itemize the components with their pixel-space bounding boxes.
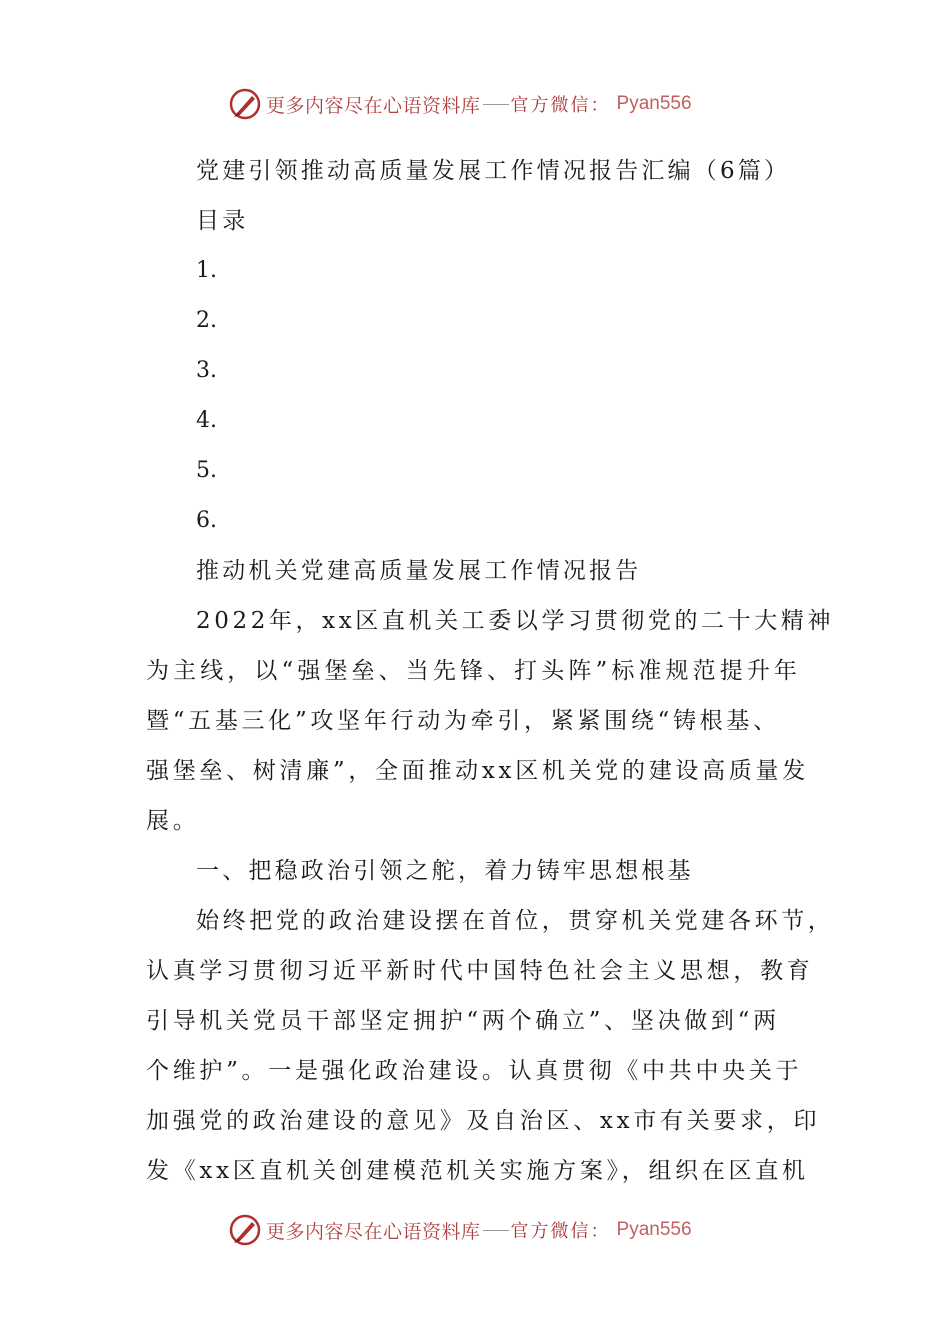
watermark-text: 更多内容尽在心语资料库 bbox=[266, 94, 481, 117]
toc-item: 1. bbox=[196, 258, 217, 283]
paragraph-line: 认真学习贯彻习近平新时代中国特色社会主义思想，教育 bbox=[146, 958, 814, 984]
watermark-wechat-id: Pyan556 bbox=[616, 93, 692, 114]
toc-item: 3. bbox=[196, 358, 217, 383]
paragraph-line: 个维护”。一是强化政治建设。认真贯彻《中共中央关于 bbox=[146, 1058, 803, 1084]
document-title: 党建引领推动高质量发展工作情况报告汇编（6篇） bbox=[196, 158, 791, 184]
paragraph-line: 始终把党的政治建设摆在首位，贯穿机关党建各环节， bbox=[196, 908, 835, 934]
paragraph-line: 2022年，xx区直机关工委以学习贯彻党的二十大精神 bbox=[196, 608, 835, 634]
watermark-text: 更多内容尽在心语资料库 bbox=[266, 1220, 481, 1243]
toc-item: 5. bbox=[196, 458, 217, 483]
paragraph-line: 加强党的政治建设的意见》及自治区、xx市有关要求，印 bbox=[146, 1108, 821, 1134]
paragraph-line: 引导机关党员干部坚定拥护“两个确立”、坚决做到“两 bbox=[146, 1008, 780, 1034]
toc-heading: 目录 bbox=[196, 208, 249, 234]
watermark-dash bbox=[483, 104, 509, 105]
paragraph-line: 发《xx区直机关创建模范机关实施方案》，组织在区直机 bbox=[146, 1158, 809, 1184]
watermark-dash bbox=[483, 1230, 509, 1231]
toc-item: 2. bbox=[196, 308, 217, 333]
watermark-wechat-id: Pyan556 bbox=[616, 1219, 692, 1240]
paragraph-line: 展。 bbox=[146, 808, 200, 834]
pen-logo-icon bbox=[228, 1213, 262, 1247]
toc-item: 6. bbox=[196, 508, 217, 533]
pen-logo-icon bbox=[228, 87, 262, 121]
watermark-wechat-label: 官方微信： bbox=[510, 1221, 611, 1242]
article-title: 推动机关党建高质量发展工作情况报告 bbox=[196, 558, 642, 584]
section-heading: 一、把稳政治引领之舵，着力铸牢思想根基 bbox=[196, 858, 694, 884]
header-watermark bbox=[228, 86, 692, 122]
toc-item: 4. bbox=[196, 408, 217, 433]
paragraph-line: 为主线，以“强堡垒、当先锋、打头阵”标准规范提升年 bbox=[146, 658, 802, 684]
footer-watermark bbox=[228, 1212, 692, 1248]
watermark-wechat-label: 官方微信： bbox=[510, 95, 611, 116]
paragraph-line: 强堡垒、树清廉”，全面推动xx区机关党的建设高质量发 bbox=[146, 758, 809, 784]
paragraph-line: 暨“五基三化”攻坚年行动为牵引，紧紧围绕“铸根基、 bbox=[146, 708, 780, 734]
